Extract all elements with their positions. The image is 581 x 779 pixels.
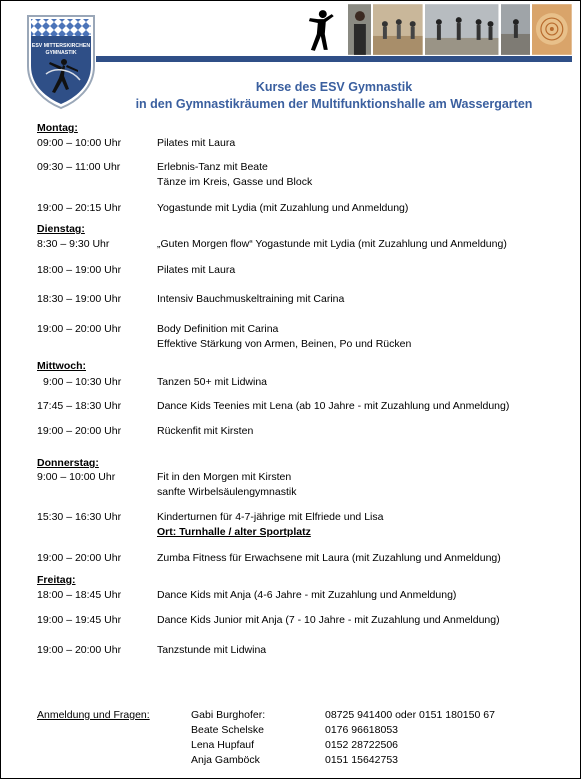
- contact-phone: 08725 941400 oder 0151 180150 67: [325, 709, 495, 721]
- entry-time: 8:30 – 9:30 Uhr: [37, 238, 110, 250]
- mandala-photo: [532, 4, 572, 55]
- location-note: Ort: Turnhalle / alter Sportplatz: [157, 526, 311, 538]
- entry-course: Erlebnis-Tanz mit Beate Tänze im Kreis, Gasse und Block: [157, 161, 313, 188]
- contact-phone: 0176 96618053: [325, 724, 398, 736]
- contacts-label: Anmeldung und Fragen:: [37, 709, 150, 721]
- title-line-1: Kurse des ESV Gymnastik: [255, 80, 413, 94]
- entry-time: 19:00 – 20:00 Uhr: [37, 644, 122, 656]
- entry-course: Tanzstunde mit Lidwina: [157, 644, 267, 656]
- entry-course: Tanzen 50+ mit Lidwina: [157, 376, 268, 388]
- entry-time: 09:00 – 10:00 Uhr: [37, 137, 122, 149]
- entry-course: Kinderturnen für 4-7-jährige mit Elfriede und Lisa Ort: Turnhalle / alter Sportplatz: [157, 511, 384, 538]
- entry-time: 15:30 – 16:30 Uhr: [37, 511, 122, 523]
- entry-course: Dance Kids Teenies mit Lena (ab 10 Jahre - mit Zuzahlung und Anmeldung): [157, 400, 510, 412]
- header-bar: [96, 56, 572, 62]
- entry-course: Body Definition mit Carina Effektive Stärkung von Armen, Beinen, Po und Rücken: [157, 323, 412, 350]
- entry-course: „Guten Morgen flow“ Yogastunde mit Lydia (mit Zuzahlung und Anmeldung): [157, 238, 507, 250]
- entry-time: 09:30 – 11:00 Uhr: [37, 161, 121, 173]
- entry-time: 9:00 – 10:00 Uhr: [37, 471, 116, 483]
- entry-time: 18:30 – 19:00 Uhr: [37, 293, 122, 305]
- entry-time: 18:00 – 19:00 Uhr: [37, 264, 122, 276]
- contact-name: Beate Schelske: [191, 724, 264, 736]
- entry-course: Rückenfit mit Kirsten: [157, 425, 254, 437]
- entry-course: Dance Kids mit Anja (4-6 Jahre - mit Zuzahlung und Anmeldung): [157, 589, 457, 601]
- club-logo: [26, 14, 96, 110]
- day-heading-dienstag: Dienstag:: [37, 223, 85, 235]
- entry-time: 18:00 – 18:45 Uhr: [37, 589, 122, 601]
- title-line-2: in den Gymnastikräumen der Multifunktionshalle am Wassergarten: [135, 97, 533, 111]
- logo-text-bottom: GYMNASTIK: [45, 50, 77, 56]
- page-title: [96, 79, 572, 113]
- contact-name: Anja Gamböck: [191, 754, 260, 766]
- photo-strip: [296, 4, 572, 55]
- day-heading-freitag: Freitag:: [37, 574, 76, 586]
- entry-time: 9:00 – 10:30 Uhr: [43, 376, 122, 388]
- entry-course: Fit in den Morgen mit Kirsten sanfte Wirbelsäulengymnastik: [157, 471, 297, 498]
- entry-course: Dance Kids Junior mit Anja (7 - 10 Jahre - mit Zuzahlung und Anmeldung): [157, 614, 500, 626]
- group-photo-3: [501, 4, 531, 55]
- contact-phone: 0151 15642753: [325, 754, 398, 766]
- entry-course: Pilates mit Laura: [157, 137, 236, 149]
- contact-name: Gabi Burghofer:: [191, 709, 266, 721]
- dancer-silhouette-photo: [296, 4, 346, 55]
- entry-course: Pilates mit Laura: [157, 264, 236, 276]
- day-heading-mittwoch: Mittwoch:: [37, 360, 86, 372]
- entry-course: Yogastunde mit Lydia (mit Zuzahlung und Anmeldung): [157, 202, 409, 214]
- group-photo-1: [373, 4, 423, 55]
- entry-time: 17:45 – 18:30 Uhr: [37, 400, 122, 412]
- group-photo-2: [425, 4, 498, 55]
- entry-time: 19:00 – 20:15 Uhr: [37, 202, 122, 214]
- entry-time: 19:00 – 20:00 Uhr: [37, 425, 122, 437]
- entry-time: 19:00 – 19:45 Uhr: [37, 614, 122, 626]
- entry-course: Intensiv Bauchmuskeltraining mit Carina: [157, 293, 345, 305]
- day-heading-montag: Montag:: [37, 122, 78, 134]
- contact-name: Lena Hupfauf: [191, 739, 255, 751]
- entry-time: 19:00 – 20:00 Uhr: [37, 323, 122, 335]
- contact-phone: 0152 28722506: [325, 739, 398, 751]
- logo-text-top: ESV MITTERSKIRCHEN: [31, 43, 91, 49]
- day-heading-donnerstag: Donnerstag:: [37, 457, 99, 469]
- woman-photo: [348, 4, 372, 55]
- entry-course: Zumba Fitness für Erwachsene mit Laura (mit Zuzahlung und Anmeldung): [157, 552, 501, 564]
- entry-time: 19:00 – 20:00 Uhr: [37, 552, 122, 564]
